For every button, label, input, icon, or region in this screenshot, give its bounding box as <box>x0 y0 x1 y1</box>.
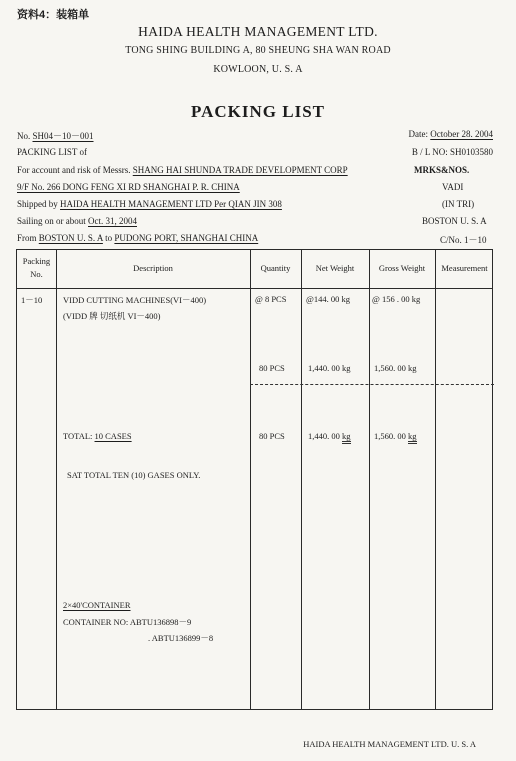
shipped-by-field <box>17 199 282 209</box>
row-description-line2: (VIDD 牌 切纸机 VI－400) <box>63 311 161 321</box>
to-value: PUDONG PORT, SHANGHAI CHINA <box>114 233 259 243</box>
container-heading: 2×40'CONTAINER <box>63 600 131 610</box>
document-title: PACKING LIST <box>190 102 325 121</box>
total-net-value: 1,440. 00 <box>308 431 340 441</box>
container-number-2: . ABTU136899－8 <box>148 633 214 643</box>
total-cases: 10 CASES <box>94 431 132 441</box>
total-gross-unit: kg <box>408 431 417 444</box>
total-net-unit: kg <box>342 431 351 444</box>
packing-table <box>16 249 493 710</box>
bl-field <box>412 147 493 157</box>
bl-label: B / L NO: <box>411 147 448 157</box>
marks-line-3: BOSTON U. S. A <box>422 216 487 226</box>
sailing-field <box>17 216 137 226</box>
total-net-weight <box>308 431 351 441</box>
total-gross-value: 1,560. 00 <box>374 431 406 441</box>
container-label: CONTAINER NO: <box>63 617 129 627</box>
packing-list-of: PACKING LIST of <box>17 147 88 157</box>
footer-company: HAIDA HEALTH MANAGEMENT LTD. U. S. A <box>303 739 476 749</box>
bl-value: SH0103580 <box>449 147 493 157</box>
number-label: No. <box>17 131 31 141</box>
marks-line-1: VADI <box>442 182 464 192</box>
from-value: BOSTON U. S. A <box>38 233 103 243</box>
row-gross-weight: @ 156 . 00 kg <box>372 294 421 304</box>
marks-line-2: (IN TRI) <box>442 199 475 209</box>
company-address-line2: KOWLOON, U. S. A <box>213 64 303 75</box>
shipped-value: HAIDA HEALTH MANAGEMENT LTD Per QIAN JIN 308 <box>60 199 282 209</box>
date-value: October 28. 2004 <box>430 129 493 139</box>
marks-line-4: C/No. 1－10 <box>440 235 487 245</box>
route-field <box>17 233 258 243</box>
header-gross-weight: Gross Weight <box>378 263 426 273</box>
container-number-1: ABTU136898－9 <box>129 617 192 627</box>
account-field <box>17 165 348 175</box>
number-value: SH04－10－001 <box>32 131 94 141</box>
shipped-label: Shipped by <box>17 199 58 209</box>
total-quantity: 80 PCS <box>259 431 285 441</box>
document-label: 资料4：装箱单 <box>17 9 90 21</box>
date-label: Date: <box>408 129 428 139</box>
row-description-line1: VIDD CUTTING MACHINES(VI－400) <box>63 295 207 305</box>
sailing-value: Oct. 31, 2004 <box>88 216 137 226</box>
header-packing-line1: Packing <box>22 256 51 266</box>
company-address-line1: TONG SHING BUILDING A, 80 SHEUNG SHA WAN ROAD <box>125 45 391 56</box>
container-field <box>63 616 191 628</box>
header-description: Description <box>133 263 173 273</box>
total-label: TOTAL: <box>63 431 93 441</box>
say-total: SAT TOTAL TEN (10) GASES ONLY. <box>67 470 201 480</box>
number-field <box>17 129 94 142</box>
subtotal-quantity: 80 PCS <box>259 363 285 373</box>
total-field <box>63 431 132 441</box>
header-net-weight: Net Weight <box>315 263 355 273</box>
address-value: 9/F No. 266 DONG FENG XI RD SHANGHAI P. R. CHINA <box>17 182 240 192</box>
subtotal-separator <box>250 384 494 385</box>
header-packing-line2: No. <box>30 269 43 279</box>
total-gross-weight <box>374 431 417 441</box>
row-packing-no: 1－10 <box>21 295 43 305</box>
sailing-label: Sailing on or about <box>17 216 86 226</box>
consignee-address <box>17 182 240 192</box>
row-net-weight: @144. 00 kg <box>306 294 350 304</box>
header-quantity: Quantity <box>260 263 291 273</box>
marks-label: MRKS&NOS. <box>414 165 470 175</box>
header-packing-no <box>17 255 56 281</box>
to-label: to <box>105 233 113 243</box>
account-value: SHANG HAI SHUNDA TRADE DEVELOPMENT CORP <box>132 165 348 175</box>
account-label: For account and risk of Messrs. <box>17 165 131 175</box>
header-measurement: Measurement <box>441 263 488 273</box>
company-name: HAIDA HEALTH MANAGEMENT LTD. <box>138 24 378 39</box>
subtotal-net-weight: 1,440. 00 kg <box>308 363 351 373</box>
date-field <box>409 129 494 139</box>
from-label: From <box>17 233 37 243</box>
row-quantity: @ 8 PCS <box>255 294 287 304</box>
subtotal-gross-weight: 1,560. 00 kg <box>374 363 417 373</box>
